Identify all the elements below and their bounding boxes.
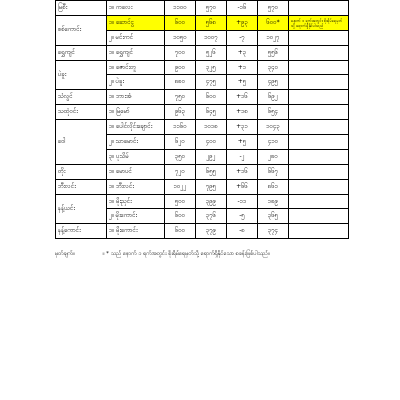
station-cell: ၁။ ဆောင်ငွ [107,15,165,30]
forecast-level-cell: ၆၉၂ [258,90,289,105]
change-cell: +၅ [227,75,258,90]
danger-level-cell: ၉၀၀ [165,60,196,75]
change-cell: +၅ [227,135,258,150]
table-row [56,1,349,16]
station-cell: ၁။ ဘီးလင်း [107,179,165,194]
remark-cell [289,164,349,179]
region-cell: သံလွင် [56,90,107,105]
forecast-level-cell: ၁၈၉ [258,194,289,209]
change-cell: -၅ [227,209,258,224]
prev-level-cell: ၂၉၂ [196,149,227,164]
change-cell: +၁၈ [227,105,258,120]
change-cell: -၁၆ [227,1,258,16]
remark-cell [289,105,349,120]
station-cell: ၁။ ဇောင်းတူ [107,60,165,75]
station-cell: ၁။ မောပင် [107,164,165,179]
forecast-level-cell: ၁၀၂၇ [258,30,289,45]
remark-cell [289,149,349,164]
water-level-table [55,0,349,239]
forecast-level-cell: ၃၄၀ [258,60,289,75]
change-cell: -၁၁ [227,194,258,209]
forecast-level-cell: ၄၁၀ [258,135,289,150]
change-cell: -၇ [227,30,258,45]
prev-level-cell: ၃၂၅ [196,60,227,75]
station-cell: ၁။ ဘားအံ [107,90,165,105]
remark-cell [289,224,349,239]
danger-level-cell: ၇၂၀ [165,164,196,179]
danger-level-cell: ၇၀၀ [165,45,196,60]
region-cell: တိုး [56,164,107,179]
remark-cell [289,179,349,194]
forecast-level-cell: ၃၇၄ [258,224,289,239]
forecast-level-cell: ၃၆၅ [258,209,289,224]
station-cell: ၁။ မြဲမော် [107,105,165,120]
table-row [56,90,349,105]
danger-level-cell: ၁၁၀၀ [165,1,196,16]
forecast-level-cell: ၆၆၇ [258,164,289,179]
footnote-label: မှတ်ချက်။ [55,251,75,257]
prev-level-cell: ၅၆၈ [196,15,227,30]
prev-level-cell: ၄၀၀ [196,135,227,150]
forecast-level-cell: ၂၈၀ [258,149,289,164]
change-cell: +၁၆ [227,90,258,105]
footnote [55,250,270,258]
danger-level-cell: ၃၅၀ [165,149,196,164]
table-row [56,60,349,75]
water-level-table-sheet [55,0,349,239]
remark-cell [289,194,349,209]
table-row [56,179,349,194]
danger-level-cell: ၇၅၀ [165,90,196,105]
station-cell: ၁။ ရွှေကျင် [107,45,165,60]
remark-cell [289,1,349,16]
station-cell: ၃။ ပုသိမ် [107,149,165,164]
prev-level-cell: ၁၀၁၈ [196,120,227,135]
change-cell: +၆၆ [227,179,258,194]
remark-cell [289,30,349,45]
table-row [56,105,349,120]
station-cell: ၁။ မိုးညှင်း [107,194,165,209]
change-cell: +၁၆ [227,164,258,179]
prev-level-cell: ၃၉၉ [196,194,227,209]
table-row [56,224,349,239]
remark-cell [289,120,349,135]
danger-level-cell: ၁၁၆၀ [165,120,196,135]
change-cell: +၁ [227,60,258,75]
danger-level-cell: ၉၆၃ [165,105,196,120]
danger-level-cell: ၈၈၀ [165,75,196,90]
forecast-level-cell: ၅၅၆ [258,45,289,60]
region-cell: ဝေါ [56,120,107,165]
region-cell: မြစီး [56,1,107,16]
forecast-level-cell: ၈၆၁ [258,179,289,194]
remark-cell [289,75,349,90]
station-cell: ၂။ သာမောင်း [107,135,165,150]
table-row [56,194,349,209]
forecast-level-cell: ၅၇၀ [258,1,289,16]
region-cell: ဘီးလင်း [56,179,107,194]
table-row [56,120,349,135]
prev-level-cell: ၆၀၀ [196,90,227,105]
prev-level-cell: ၃၇၆ [196,209,227,224]
station-cell: ၂။ မင်းကင် [107,30,165,45]
station-cell: ၂။ ပဲခူး [107,75,165,90]
danger-level-cell: ၆၀၀ [165,224,196,239]
change-cell: -၂ [227,149,258,164]
remark-cell [289,90,349,105]
prev-level-cell: ၆၅၅ [196,164,227,179]
forecast-level-cell: ၆၀၀* [258,15,289,30]
change-cell: -၈ [227,224,258,239]
region-cell: ရွှေကျင် [56,45,107,60]
danger-level-cell: ၅၀၀ [165,194,196,209]
danger-level-cell: ၆၀၀ [165,209,196,224]
remark-cell [289,209,349,224]
remark-cell [289,45,349,60]
prev-level-cell: ၇၉၅ [196,179,227,194]
region-cell: ပဲခူး [56,60,107,90]
region-cell: နန့်ယင်း [56,194,107,224]
danger-level-cell: ၁၀၂၂ [165,179,196,194]
region-cell: နန့်ကောင်း [56,224,107,239]
prev-level-cell: ၅၂၆ [196,45,227,60]
change-cell: +၃၁ [227,120,258,135]
footnote-text: ။ * သည် နောက် ၁ ရက်အတွင်း စိုးရိမ်ရေမှတ်သို့ ရောက်ရှိနိုင်သော စခန်းဖြစ်ပါသည်။ [102,251,270,257]
region-cell: စစ်ကောင်း [56,15,107,45]
prev-level-cell: ၁၀၀၇ [196,30,227,45]
danger-level-cell: ၆၀၀ [165,15,196,30]
forecast-level-cell: ၄၉၅ [258,75,289,90]
change-cell: +၉၃ [227,15,258,30]
prev-level-cell: ၄၇၅ [196,75,227,90]
station-cell: ၁။ ကလေး [107,1,165,16]
table-body [56,1,349,239]
prev-level-cell: ၅၇၀ [196,1,227,16]
prev-level-cell: ၆၄၅ [196,105,227,120]
remark-cell [289,135,349,150]
station-cell: ၂။ မိုးကောင်း [107,209,165,224]
remark-cell: နောက် ၁ ရက်အတွင်း စိုးရိမ်ရေမှတ်သို့ ရောက်ရှိနိုင်ပါသည် [289,15,349,30]
change-cell: +၃ [227,45,258,60]
region-cell: သထုံဝင်း [56,105,107,120]
table-row [56,15,349,30]
station-cell: ၁။ မိုးကောင်း [107,224,165,239]
table-row [56,45,349,60]
danger-level-cell: ၁၀၅၀ [165,30,196,45]
forecast-level-cell: ၆၅၄ [258,105,289,120]
forecast-level-cell: ၁၀၄၃ [258,120,289,135]
remark-cell [289,60,349,75]
station-cell: ၁။ ပေါင်လိုင်းချောင်း [107,120,165,135]
danger-level-cell: ၆၂၀ [165,135,196,150]
table-row [56,164,349,179]
prev-level-cell: ၃၇၉ [196,224,227,239]
